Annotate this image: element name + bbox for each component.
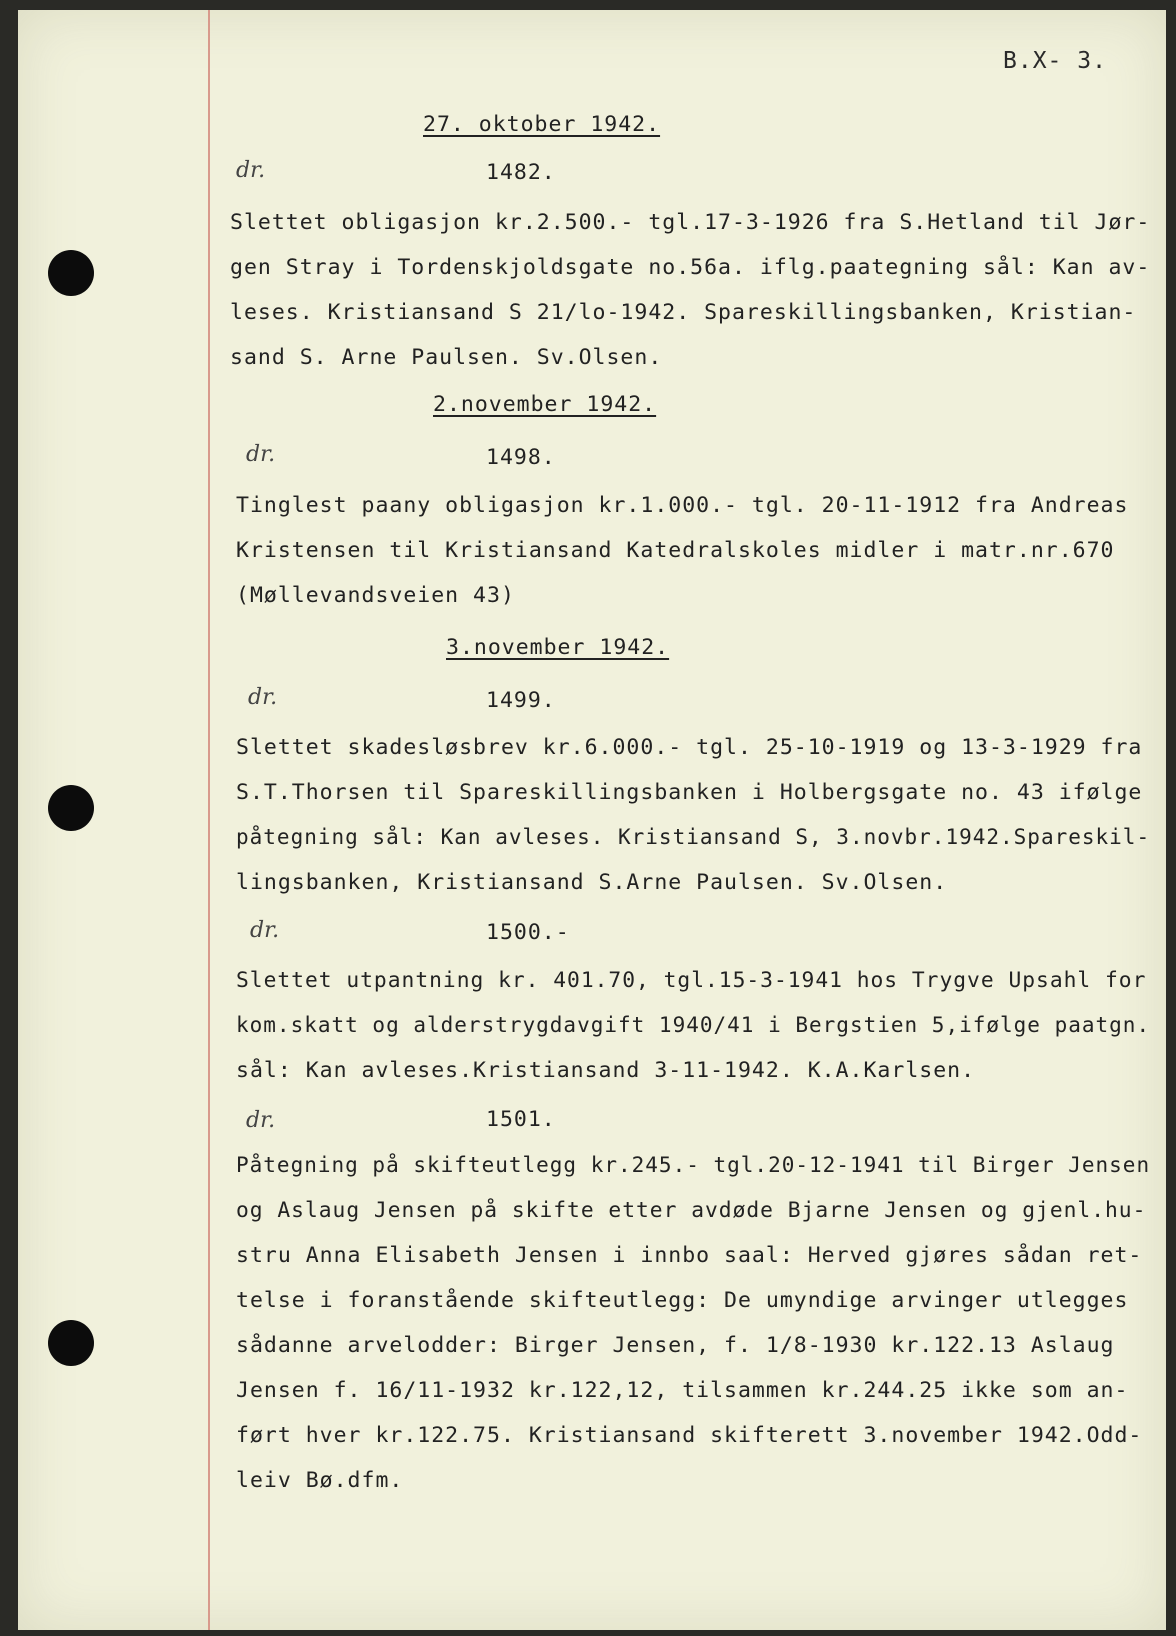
entry-line: sådanne arvelodder: Birger Jensen, f. 1/8-1930 kr.122.13 Aslaug xyxy=(236,1333,1115,1358)
entry-line: ført hver kr.122.75. Kristiansand skifterett 3.november 1942.Odd- xyxy=(236,1423,1143,1448)
entry-line: Slettet utpantning kr. 401.70, tgl.15-3-1941 hos Trygve Upsahl for xyxy=(236,968,1147,993)
entry-line: Slettet obligasjon kr.2.500.- tgl.17-3-1926 fra S.Hetland til Jør- xyxy=(230,210,1151,235)
entry-number: 1500.- xyxy=(486,920,570,945)
entry-date: 3.november 1942. xyxy=(446,635,670,660)
punch-hole xyxy=(48,785,94,831)
document-page xyxy=(18,10,1166,1630)
entry-line: leses. Kristiansand S 21/lo-1942. Spareskillingsbanken, Kristian- xyxy=(230,300,1137,325)
entry-line: sand S. Arne Paulsen. Sv.Olsen. xyxy=(230,345,663,370)
entry-line: og Aslaug Jensen på skifte etter avdøde Bjarne Jensen og gjenl.hu- xyxy=(236,1198,1147,1223)
entry-line: telse i foranstående skifteutlegg: De umyndige arvinger utlegges xyxy=(236,1288,1129,1313)
margin-mark: dr. xyxy=(246,1108,276,1133)
entry-date: 27. oktober 1942. xyxy=(423,112,661,137)
punch-hole xyxy=(48,1320,94,1366)
entry-line: Påtegning på skifteutlegg kr.245.- tgl.20-12-1941 til Birger Jensen xyxy=(236,1153,1151,1177)
punch-hole xyxy=(48,250,94,296)
entry-line: Jensen f. 16/11-1932 kr.122,12, tilsammen kr.244.25 ikke som an- xyxy=(236,1378,1129,1403)
entry-number: 1501. xyxy=(486,1107,556,1132)
entry-line: kom.skatt og alderstrygdavgift 1940/41 i Bergstien 5,ifølge paatgn. xyxy=(236,1013,1151,1037)
margin-mark: dr. xyxy=(246,442,276,467)
entry-line: stru Anna Elisabeth Jensen i innbo saal: Herved gjøres sådan ret- xyxy=(236,1243,1143,1268)
entry-line: gen Stray i Tordenskjoldsgate no.56a. iflg.paategning sål: Kan av- xyxy=(230,255,1151,280)
entry-line: sål: Kan avleses.Kristiansand 3-11-1942. K.A.Karlsen. xyxy=(236,1058,976,1083)
entry-number: 1482. xyxy=(486,160,556,185)
entry-number: 1498. xyxy=(486,445,556,470)
margin-mark: dr. xyxy=(250,918,280,943)
entry-line: leiv Bø.dfm. xyxy=(236,1468,404,1493)
entry-line: S.T.Thorsen til Spareskillingsbanken i Holbergsgate no. 43 ifølge xyxy=(236,780,1143,805)
page-reference: B.X- 3. xyxy=(1003,48,1107,74)
entry-line: Tinglest paany obligasjon kr.1.000.- tgl. 20-11-1912 fra Andreas xyxy=(236,493,1129,518)
entry-line: Slettet skadesløsbrev kr.6.000.- tgl. 25-10-1919 og 13-3-1929 fra xyxy=(236,735,1143,760)
margin-mark: dr. xyxy=(248,685,278,710)
entry-date: 2.november 1942. xyxy=(433,392,657,417)
margin-mark: dr. xyxy=(236,158,266,183)
entry-line: påtegning sål: Kan avleses. Kristiansand S, 3.novbr.1942.Spareskil- xyxy=(236,825,1151,849)
entry-line: Kristensen til Kristiansand Katedralskoles midler i matr.nr.670 xyxy=(236,538,1115,563)
margin-rule xyxy=(208,10,210,1630)
entry-line: (Møllevandsveien 43) xyxy=(236,583,515,608)
entry-line: lingsbanken, Kristiansand S.Arne Paulsen. Sv.Olsen. xyxy=(236,870,948,895)
entry-number: 1499. xyxy=(486,688,556,713)
